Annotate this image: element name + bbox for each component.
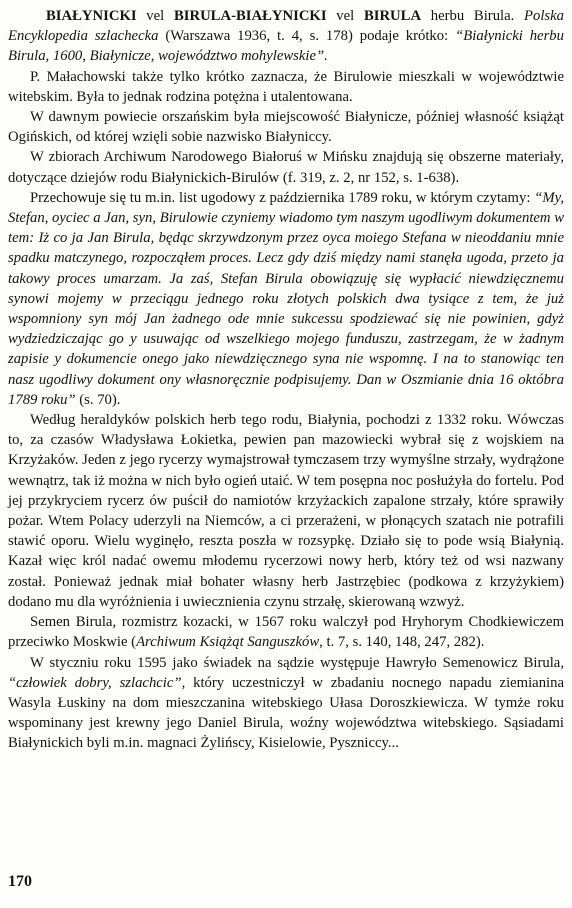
body-text [8, 6, 564, 754]
paragraph-lead: Przechowuje się tu m.in. list ugodowy z października 1789 roku, w którym czytamy: [30, 189, 535, 206]
vel-connector: vel [326, 8, 364, 24]
paragraph-hawrylo-birula [8, 653, 564, 754]
paragraph: W zbiorach Archiwum Narodowego Białoruś w Mińsku znajdują się obszerne materiały, dotyczące dziejów rodu Białynickich-Birulów (f. 319, z. 2, nr 152, s. 1-638). [8, 149, 564, 186]
paragraph-settlement-letter [8, 188, 564, 410]
quotation: “Białynicki herbu Birula, 1600, Białynicze, województwo mohylewskie”. [8, 28, 564, 65]
paragraph: W dawnym powiecie orszańskim była miejscowość Białynicze, później własność książąt Ogińskich, od której wzięli sobie nazwisko Białyniccy. [8, 109, 564, 146]
paragraph-intro [8, 6, 564, 67]
surname-birula-bialynicki: BIRULA-BIAŁYNICKI [173, 8, 327, 24]
surname-bialynicki: BIAŁYNICKI [46, 8, 137, 24]
quotation: “człowiek dobry, szlachcic” [8, 674, 182, 691]
quotation: “My, Stefan, oyciec a Jan, syn, Birulowie czyniemy wiadomo tym naszym ugodliwym dokumentem w tem: Iż co ja Jan Birula, będąc skrzywdzonym przez oyca moiego Stefana w nieoddaniu mnie spadku matczynego, rozpocząłem proces. Lecz gdy dziś między nami stanęła ugoda, przeto ja takowy proces umarzam. Ja zaś, Stefan Birula obowiązuję się wypłacić niewdzięcznemu synowi mojemy w przeciągu jednego roku złotych polskich dwa tysiące z tem, że już wspomniony syn mój Jan żadnego ode mnie sukcessu spodziewać się nie powinien, gdyż wydziedziczając go y usuwając od wszelkiego mojego funduszu, zastrzegam, że w żadnym zapisie y dokumencie onego jako niewdzięcznego syna nie wspomnę. I na to stanowiąc ten nasz ugodliwy dokument ony własnoręcznie podpisujemy. Dan w Oszmianie dnia 16 októbra 1789 roku” [8, 189, 564, 408]
citation: , t. 7, s. 140, 148, 247, 282). [319, 634, 485, 651]
source-title: Archiwum Książąt Sanguszków [136, 634, 320, 651]
paragraph: P. Małachowski także tylko krótko zaznacza, że Birulowie mieszkali w województwie witebskim. Była to jednak rodzina potężna i utalentowana. [8, 68, 564, 105]
paragraph-heraldry: Według heraldyków polskich herb tego rodu, Białynia, pochodzi z 1332 roku. Wówczas to, za czasów Władysława Łokietka, pewien pan mazowiecki wybrał się z wojskiem na Krzyżaków. Jeden z jego rycerzy wymajstrował tymczasem trzy wymyślne strzały, wydrążone wewnątrz, tak iż można w nich było ogień utaić. W tem posępna noc posłużyła do fortelu. Pod jej przykryciem rycerz ów puścił do namiotów krzyżackich zapalone strzały, które sprawiły pożar. Wtem Polacy uderzyli na Niemców, a ci przerażeni, w płonących szatach nie potrafili stawić oporu. Wielu wyginęło, reszta poszła w rozsypkę. Działo się to pode wsią Białynią. Kazał więc król nadać owemu młodemu rycerzowi nowy herb, który też od wsi nazwany został. Ponieważ jednak miał bohater własny herb Jastrzębiec (podkowa z krzyżykiem) dodano mu dla wyróżnienia i uwiecznienia czynu strzałę, skierowaną wzwyż. [8, 412, 564, 610]
paragraph-tail: , który uczestniczył w zbadaniu nocnego napadu ziemianina Wasyla Łuskiny na dom mieszczanina witebskiego Ułasa Doroszkiewicza. W tymże roku wspominany jest krewny jego Daniel Birula, woźny województwa witebskiego. Sąsiadami Białynickich byli m.in. magnaci Żylińscy, Kisielowie, Pyszniccy... [8, 674, 564, 752]
vel-connector: vel [136, 8, 174, 24]
source-info: (Warszawa 1936, t. 4, s. 178) podaje krótko: [158, 28, 456, 45]
page-number: 170 [8, 873, 32, 890]
paragraph-lead: Semen Birula, rozmistrz kozacki, w 1567 roku walczył pod Hryhorym Chodkiewiczem przeciwko Moskwie ( [8, 614, 564, 651]
citation: (s. 70). [75, 391, 121, 408]
source-title: Polska Encyklopedia szlachecka [8, 8, 564, 45]
paragraph-lead: W styczniu roku 1595 jako świadek na sądzie występuje Hawryło Semenowicz Birula, [30, 654, 564, 671]
coat-of-arms-text: herbu Birula. [421, 8, 525, 24]
surname-birula: BIRULA [363, 8, 422, 24]
paragraph-semen-birula [8, 612, 564, 652]
